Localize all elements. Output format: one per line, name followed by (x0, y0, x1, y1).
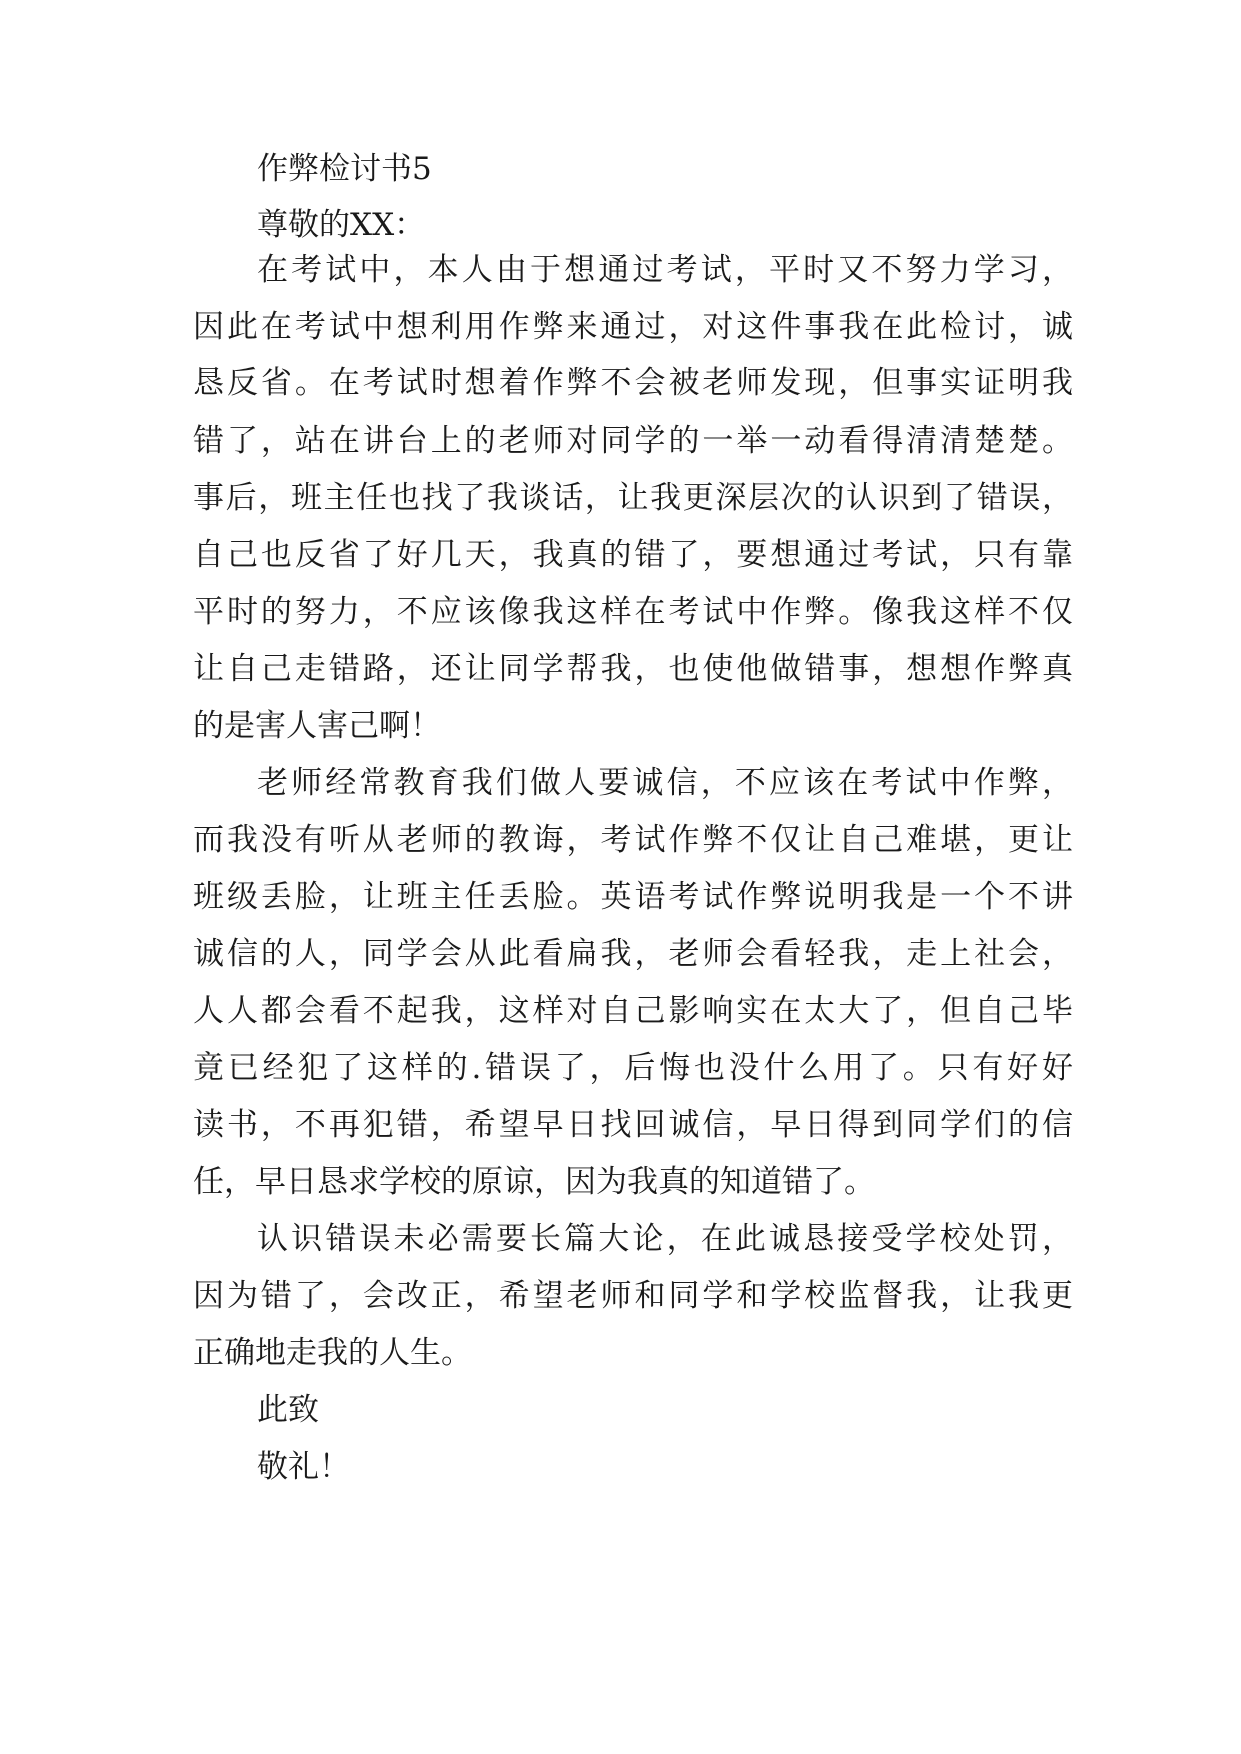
paragraph-1-line-6: 自己也反省了好几天，我真的错了，要想通过考试，只有靠 (193, 537, 1073, 573)
paragraph-3-line-1: 认识错误未必需要长篇大论，在此诚恳接受学校处罚， (257, 1221, 1073, 1257)
paragraph-2-line-8: 任，早日恳求学校的原谅，因为我真的知道错了。 (193, 1164, 875, 1200)
paragraph-1-line-3: 恳反省。在考试时想着作弊不会被老师发现，但事实证明我 (193, 365, 1073, 401)
paragraph-1-line-8: 让自己走错路，还让同学帮我，也使他做错事，想想作弊真 (193, 651, 1073, 687)
salutation: 尊敬的XX： (257, 207, 426, 243)
paragraph-1-line-9: 的是害人害己啊！ (193, 708, 441, 744)
closing-line-2: 敬礼！ (257, 1449, 350, 1485)
paragraph-3-line-3: 正确地走我的人生。 (193, 1335, 472, 1371)
paragraph-1-line-5: 事后，班主任也找了我谈话，让我更深层次的认识到了错误， (193, 480, 1073, 516)
paragraph-1-line-1: 在考试中，本人由于想通过考试，平时又不努力学习， (257, 252, 1073, 288)
paragraph-2-line-7: 读书，不再犯错，希望早日找回诚信，早日得到同学们的信 (193, 1107, 1073, 1143)
paragraph-2-line-5: 人人都会看不起我，这样对自己影响实在太大了，但自己毕 (193, 993, 1073, 1029)
paragraph-2-line-2: 而我没有听从老师的教诲，考试作弊不仅让自己难堪，更让 (193, 822, 1073, 858)
paragraph-1-line-7: 平时的努力，不应该像我这样在考试中作弊。像我这样不仅 (193, 594, 1073, 630)
document-title: 作弊检讨书5 (257, 151, 432, 187)
paragraph-2-line-4: 诚信的人，同学会从此看扁我，老师会看轻我，走上社会， (193, 936, 1073, 972)
paragraph-2-line-6: 竟已经犯了这样的.错误了，后悔也没什么用了。只有好好 (193, 1050, 1073, 1086)
paragraph-1-line-2: 因此在考试中想利用作弊来通过，对这件事我在此检讨，诚 (193, 309, 1073, 345)
paragraph-1-line-4: 错了，站在讲台上的老师对同学的一举一动看得清清楚楚。 (193, 423, 1073, 459)
paragraph-2-line-3: 班级丢脸，让班主任丢脸。英语考试作弊说明我是一个不讲 (193, 879, 1073, 915)
closing-line-1: 此致 (257, 1392, 319, 1428)
paragraph-3-line-2: 因为错了，会改正，希望老师和同学和学校监督我，让我更 (193, 1278, 1073, 1314)
paragraph-2-line-1: 老师经常教育我们做人要诚信，不应该在考试中作弊， (257, 765, 1073, 801)
